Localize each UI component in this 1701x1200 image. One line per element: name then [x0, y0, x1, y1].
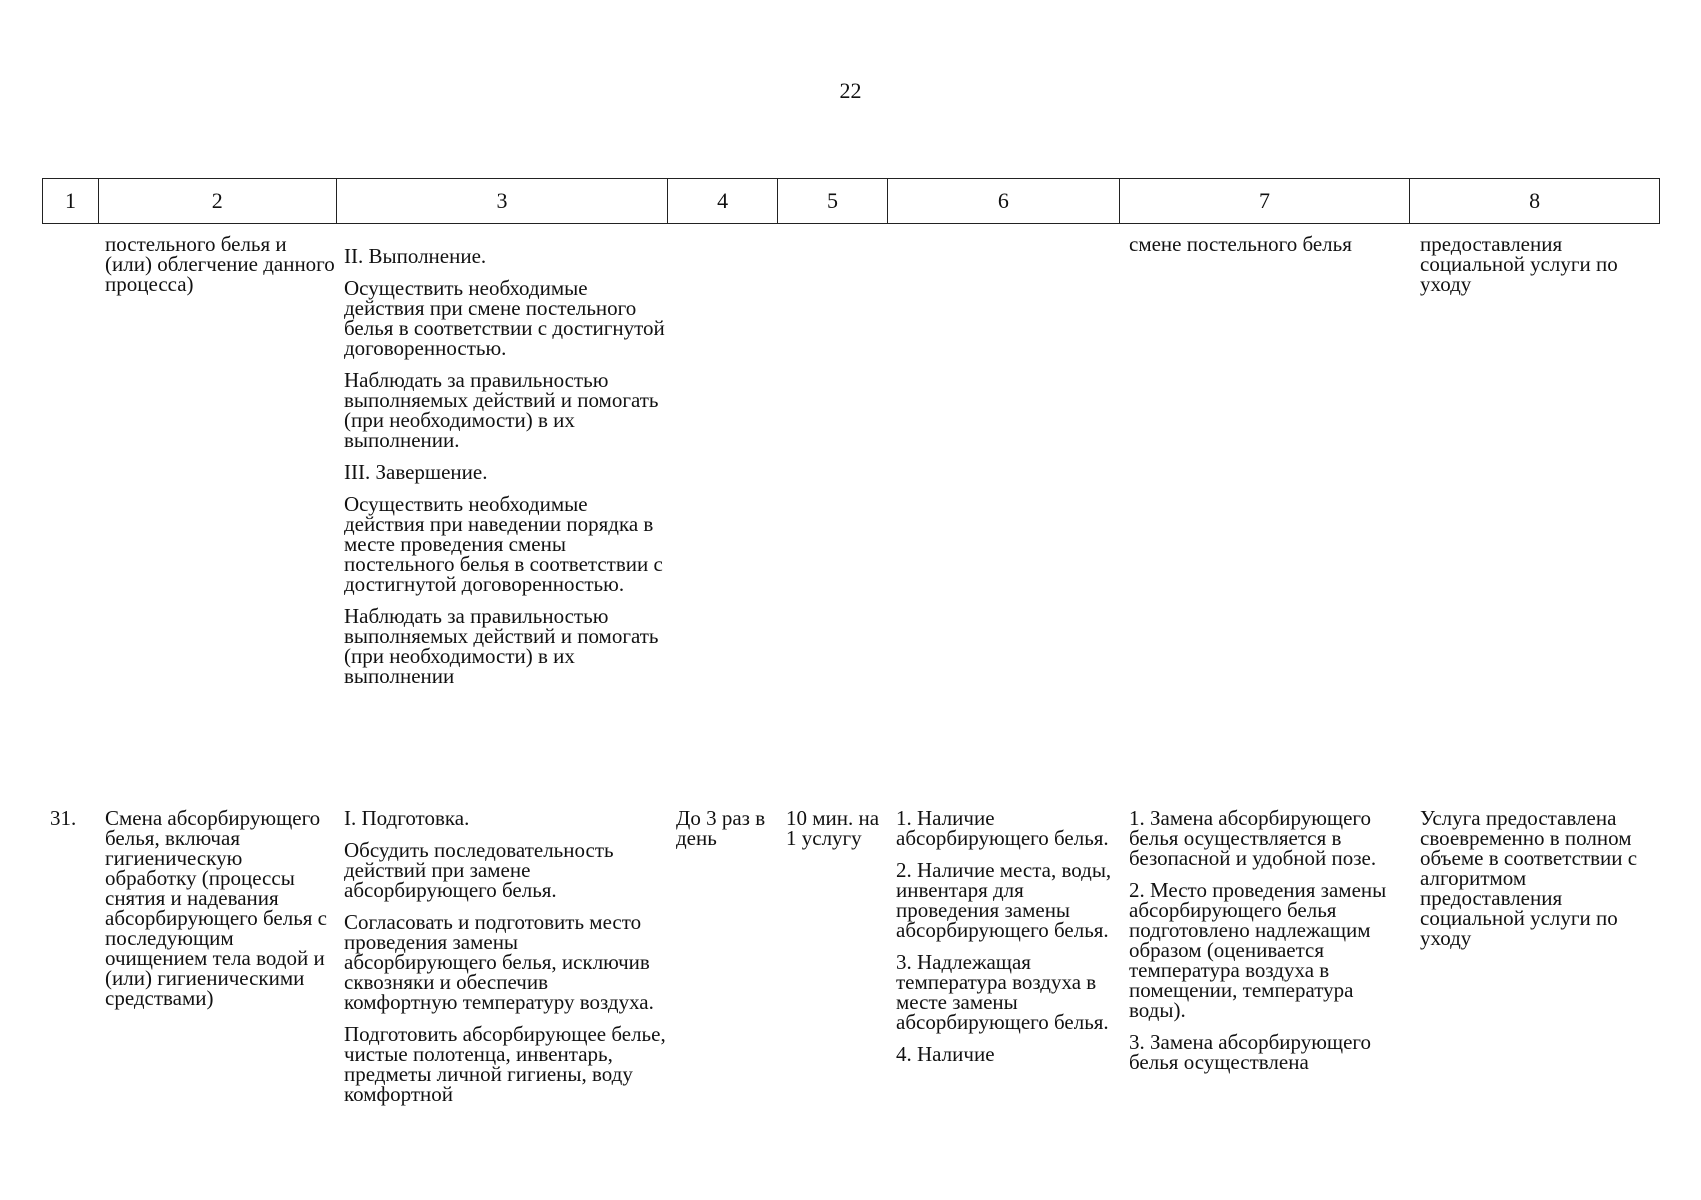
condition-item: 1. Наличие абсорбирующего белья. — [896, 806, 1109, 850]
procedure-step: Обсудить последовательность действий при замене абсорбирующего белья. — [344, 838, 614, 902]
row-31-number: 31. — [50, 806, 77, 830]
header-col-3: 3 — [337, 179, 669, 223]
row-31-service-name: Смена абсорбирующего белья, включая гигиеническую обработку (процессы снятия и надевания абсорбирующего белья с последующим очищением тела водой и (или) гигиеническими средствами) — [105, 806, 328, 1010]
row-31-frequency: До 3 раз в день — [676, 806, 766, 850]
procedure-step: Наблюдать за правильностью выполняемых действий и помогать (при необходимости) в их выполнении. — [344, 368, 659, 452]
procedure-step: II. Выполнение. — [344, 244, 487, 268]
header-col-7: 7 — [1120, 179, 1411, 223]
header-col-8: 8 — [1529, 188, 1541, 213]
header-col-2: 2 — [99, 179, 337, 223]
procedure-step: Наблюдать за правильностью выполняемых действий и помогать (при необходимости) в их выполнении — [344, 604, 659, 688]
procedure-step: I. Подготовка. — [344, 806, 470, 830]
header-col-6: 6 — [888, 179, 1120, 223]
row-cont-service-name: постельного белья и (или) облегчение данного процесса) — [105, 232, 335, 296]
row-31-conditions — [896, 808, 1122, 1064]
procedure-step: Подготовить абсорбирующее белье, чистые полотенца, инвентарь, предметы личной гигиены, воду комфортной — [344, 1022, 666, 1106]
row-31-procedure — [344, 808, 666, 1104]
condition-item: 3. Надлежащая температура воздуха в месте замены абсорбирующего белья. — [896, 950, 1109, 1034]
criteria-item: 3. Замена абсорбирующего белья осуществлена — [1129, 1030, 1372, 1074]
row-cont-procedure — [344, 246, 666, 686]
row-31-quality-criteria — [1129, 808, 1413, 1072]
procedure-step: Осуществить необходимые действия при смене постельного белья в соответствии с достигнутой договоренностью. — [344, 276, 665, 360]
row-cont-result: предоставления социальной услуги по уходу — [1420, 232, 1618, 296]
page-number: 22 — [839, 78, 862, 103]
row-31-duration: 10 мин. на 1 услугу — [786, 806, 880, 850]
header-col-4: 4 — [668, 179, 778, 223]
procedure-step: Осуществить необходимые действия при наведении порядка в месте проведения смены постельного белья в соответствии с достигнутой договоренностью. — [344, 492, 663, 596]
header-col-5: 5 — [778, 179, 888, 223]
condition-item: 4. Наличие — [896, 1042, 995, 1066]
condition-item: 2. Наличие места, воды, инвентаря для проведения замены абсорбирующего белья. — [896, 858, 1112, 942]
row-cont-quality-criteria: смене постельного белья — [1129, 232, 1352, 256]
criteria-item: 1. Замена абсорбирующего белья осуществляется в безопасной и удобной позе. — [1129, 806, 1377, 870]
criteria-item: 2. Место проведения замены абсорбирующего белья подготовлено надлежащим образом (оценивается температура воздуха в помещении, температура воды). — [1129, 878, 1387, 1022]
procedure-step: Согласовать и подготовить место проведения замены абсорбирующего белья, исключив сквозняки и обеспечив комфортную температуру воздуха. — [344, 910, 654, 1014]
header-col-1: 1 — [43, 179, 99, 223]
procedure-step: III. Завершение. — [344, 460, 488, 484]
table-header-row — [42, 178, 1660, 224]
row-31-result: Услуга предоставлена своевременно в полном объеме в соответствии с алгоритмом предоставления социальной услуги по уходу — [1420, 806, 1638, 950]
